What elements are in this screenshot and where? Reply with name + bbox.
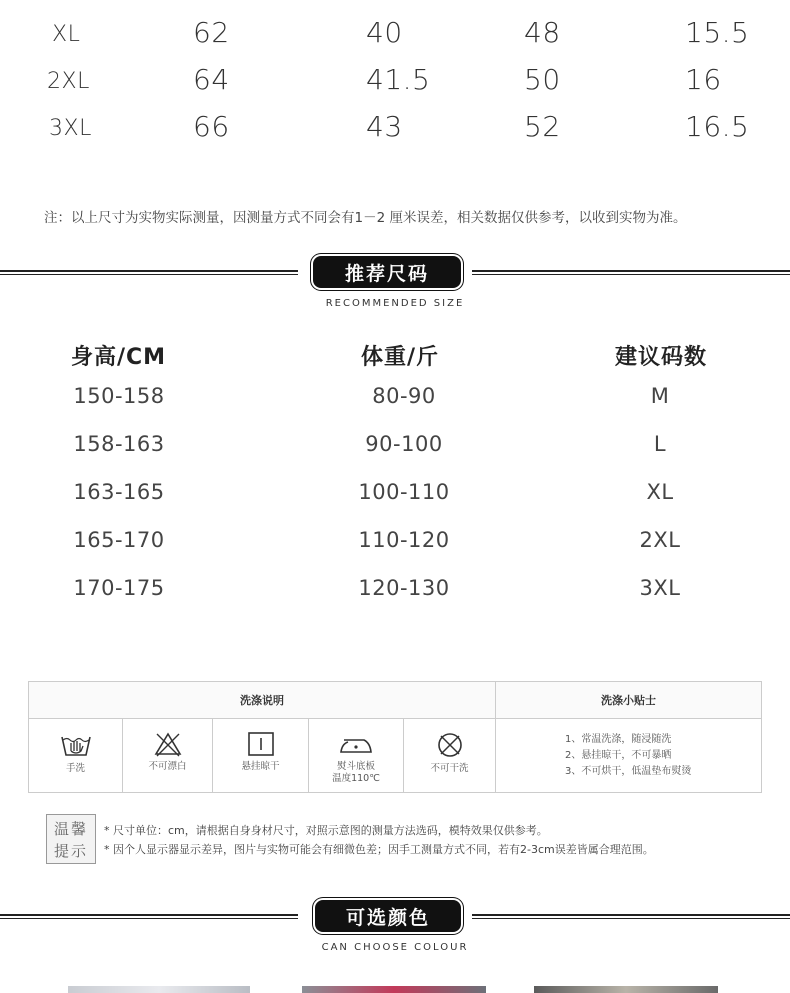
size-label: 2XL: [47, 69, 90, 94]
table-cell: 110-120: [358, 528, 450, 552]
section-subtitle: RECOMMENDED SIZE: [325, 298, 465, 309]
wash-symbol-hang-dry: [213, 719, 308, 792]
column-header: 体重/斤: [361, 345, 440, 370]
wash-symbol-label: 温度110℃: [332, 773, 380, 784]
wash-symbol-label: 不可干洗: [430, 763, 469, 774]
table-cell: 150-158: [73, 384, 165, 408]
wash-symbol-no-bleach: [123, 719, 212, 792]
divider: [472, 274, 790, 275]
table-cell: 90-100: [365, 432, 443, 456]
table-cell: 2XL: [639, 528, 681, 552]
table-row: [0, 384, 790, 424]
table-cell: XL: [646, 480, 674, 504]
divider: [0, 274, 298, 275]
washing-title: 洗涤说明: [240, 694, 284, 707]
divider: [0, 914, 298, 916]
table-cell: 163-165: [73, 480, 165, 504]
column-header: 建议码数: [615, 345, 708, 370]
reminder-text: * 因个人显示器显示差异，图片与实物可能会有细微色差；因手工测量方式不同，若有2-3cm误差皆属合理范围。: [104, 843, 654, 856]
table-row: [0, 480, 790, 520]
table-cell: 15.5: [685, 16, 750, 49]
table-cell: 50: [524, 63, 561, 96]
measurement-note: 注：以上尺寸为实物实际测量，因测量方式不同会有1－2 厘米误差，相关数据仅供参考，以收到实物为准。: [44, 210, 687, 226]
wash-symbol-label: 悬挂晾干: [241, 761, 280, 772]
table-row: [0, 528, 790, 568]
table-cell: 3XL: [639, 576, 681, 600]
list-item: 3、不可烘干，低温垫布熨烫: [565, 766, 692, 777]
washing-instructions: [28, 681, 762, 793]
reminder-badge: [46, 814, 96, 864]
table-row: [0, 432, 790, 472]
wash-symbol-no-dry-clean: [404, 719, 495, 792]
divider: [495, 682, 496, 792]
hang-dry-icon: [247, 731, 275, 757]
table-cell: 40: [366, 16, 403, 49]
table-row: [0, 576, 790, 616]
table-cell: 16.5: [685, 110, 750, 143]
divider: [0, 918, 298, 919]
divider: [472, 918, 790, 919]
tips-title: 洗涤小贴士: [601, 694, 656, 707]
table-cell: M: [650, 384, 670, 408]
table-cell: 41.5: [366, 63, 431, 96]
size-label: XL: [52, 22, 81, 47]
no-bleach-icon: [153, 731, 183, 757]
section-title: 推荐尺码: [313, 256, 461, 288]
table-cell: 66: [193, 110, 230, 143]
colour-options-header: [0, 900, 790, 960]
table-cell: 80-90: [372, 384, 436, 408]
table-cell: 120-130: [358, 576, 450, 600]
table-cell: 62: [193, 16, 230, 49]
wash-symbol-label: 不可漂白: [148, 761, 187, 772]
table-cell: 158-163: [73, 432, 165, 456]
divider: [0, 270, 298, 272]
table-cell: 16: [685, 63, 722, 96]
table-cell: 170-175: [73, 576, 165, 600]
table-cell: 100-110: [358, 480, 450, 504]
column-header: 身高/CM: [71, 345, 167, 370]
iron-icon: [338, 731, 374, 757]
reminder-badge-line: 提示: [53, 842, 88, 860]
list-item: 2、悬挂晾干，不可暴晒: [565, 750, 672, 761]
table-row: [0, 16, 790, 62]
reminder-badge-line: 温馨: [53, 820, 88, 838]
divider: [472, 270, 790, 272]
washing-tips: [565, 732, 691, 780]
table-cell: 165-170: [73, 528, 165, 552]
table-row: [0, 63, 790, 109]
section-title: 可选颜色: [315, 900, 461, 932]
divider: [472, 914, 790, 916]
table-cell: 43: [366, 110, 403, 143]
wash-symbol-label: 手洗: [65, 763, 85, 774]
section-subtitle: CAN CHOOSE COLOUR: [321, 942, 469, 953]
colour-thumbnail[interactable]: [302, 986, 486, 993]
colour-thumbnail[interactable]: [68, 986, 250, 993]
colour-thumbnail[interactable]: [534, 986, 718, 993]
table-cell: 64: [193, 63, 230, 96]
wash-symbol-hand-wash: [29, 719, 122, 792]
table-cell: 48: [524, 16, 561, 49]
list-item: 1、常温洗涤，随浸随洗: [565, 734, 672, 745]
table-cell: 52: [524, 110, 561, 143]
wash-symbol-label: 熨斗底板: [336, 761, 375, 772]
wash-symbol-iron: [309, 719, 403, 792]
hand-wash-icon: [59, 731, 93, 759]
table-cell: L: [653, 432, 667, 456]
reminder-text: * 尺寸单位：cm，请根据自身身材尺寸，对照示意图的测量方法选码，模特效果仅供参考。: [104, 824, 548, 837]
table-row: [0, 110, 790, 156]
size-label: 3XL: [49, 116, 92, 141]
recommended-size-header: [0, 256, 790, 316]
no-dry-clean-icon: [435, 731, 465, 759]
